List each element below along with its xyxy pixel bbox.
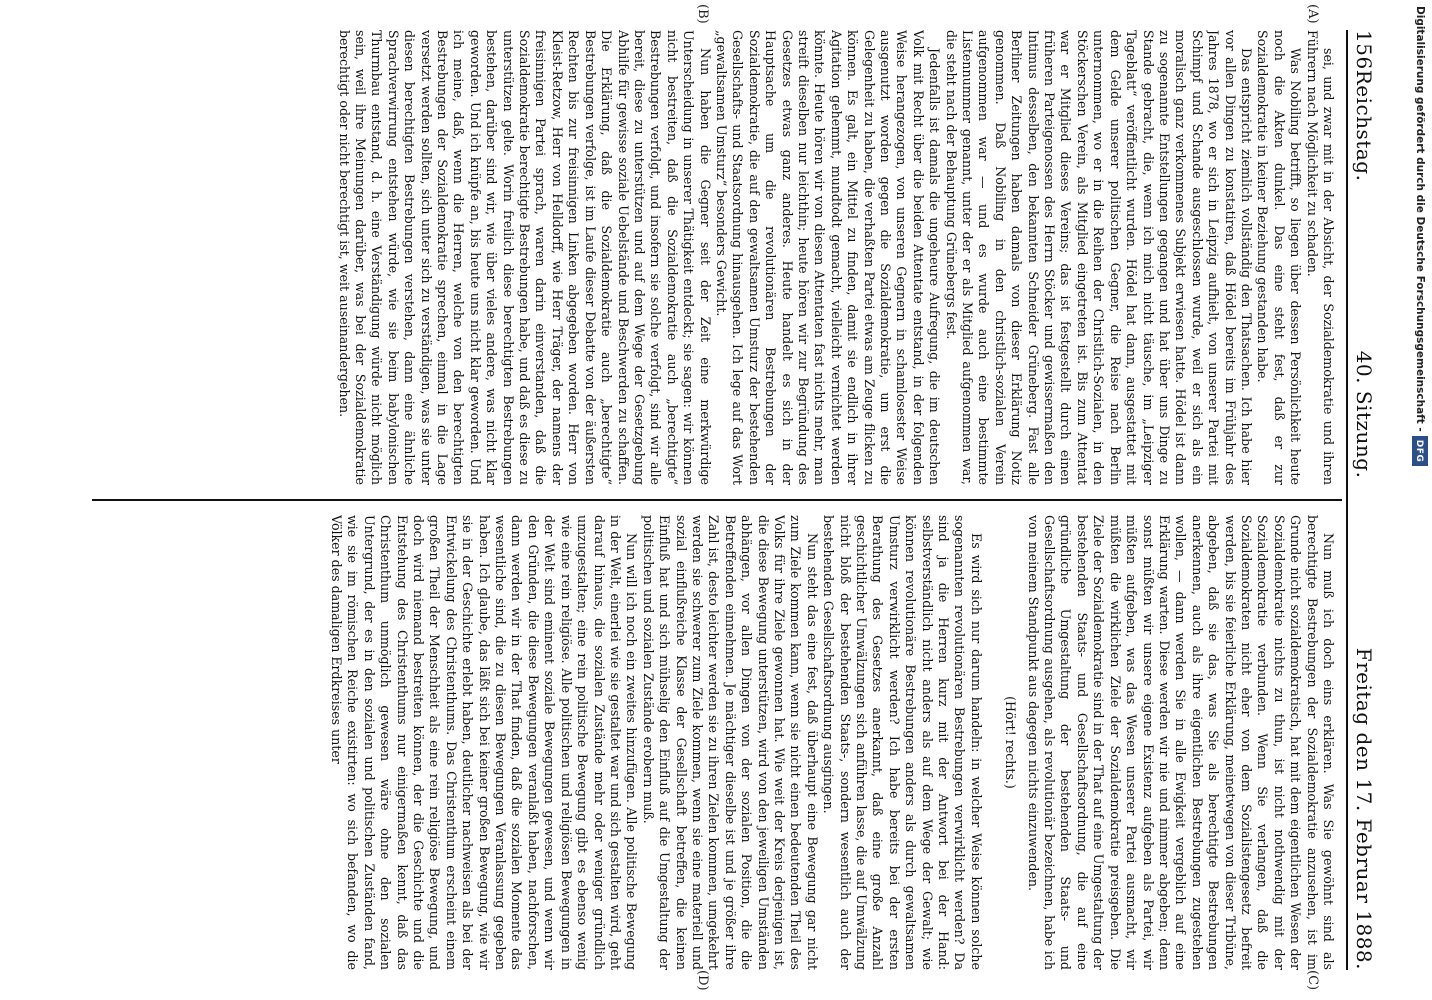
header-center-title: 40. Sitzung. xyxy=(1352,350,1376,479)
left-paragraph-4: Jedenfalls ist damals die ungeheure Aufregung, die im deutschen Volk mit Recht über die beiden Attentate entstand, in der folgenden Weise herangezogen, von unseren Gegnern in schamlosester Weise ausgenutzt worden gegen die Sozialdemokratie, um erst die Gelegenheit zu haben, die verhaßten Partei etwas am Zeuge flicken zu können. Es galt, ein Mittel zu finden, damit sie endlich in ihrer Agitation gehemmt, mundtodt gemacht, vielleicht vernichtet werden könnte. Heute hören wir von diesen Attentaten fast nichts mehr, man streift dieselben nur leichthin; heute hören wir zur Begründung des Gesetzes etwas ganz anderes. Heute handelt es sich in der Hauptsache um die revolutionären Bestrebungen der Sozialdemokratie, die auf den gewaltsamen Umsturz der bestehenden Gesellschafts- und Staatsordnung hinausgehen. Ich lege auf das Wort „gewaltsamen Umsturz“ besonders Gewicht. xyxy=(713,30,943,485)
margin-marker-a: (A) xyxy=(1305,4,1320,24)
left-paragraph-1: sei, und zwar mit in der Absicht, der Sozialdemokratie und ihren Führern nach Möglichkeit zu schaden. xyxy=(1304,30,1336,485)
dfg-logo: DFG xyxy=(1412,436,1428,467)
margin-marker-d: (D) xyxy=(695,970,710,991)
credit-text: Digitalisierung gefördert durch die Deutsche Forschungsgemeinschaft - xyxy=(1414,6,1426,432)
left-paragraph-2: Was Nobiling betrifft, so liegen über dessen Persönlichkeit heute noch die Akten dunkel. Das eine steht fest, daß er zur Sozialdemokratie in keiner Beziehung gestanden habe. xyxy=(1255,30,1304,485)
header-rule xyxy=(1346,30,1348,970)
right-paragraph-4: Nun will ich noch ein zweites hinzufügen. Alle politische Bewegung in der Welt, einerlei wie sie gestaltet war und sich gestalten wird, geht darauf hinaus, die sozialen Zustände mehr oder weniger gründlich umzugestalten; eine rein politische Bewegung gibt es ebenso wenig wie eine rein religiöse. Alle politischen und religiösen Bewegungen in der Welt sind eminent soziale Bewegungen gewesen, und wenn wir den Gründen, die diese Bewegungen veranlaßt haben, nachforschen, dann werden wir in der That finden, daß die sozialen Momente das wesentliche sind, die zu diesen Bewegungen Veranlassung gegeben haben. Ich glaube, das läßt sich bei keiner großen Bewegung, wie wir sie in der Geschichte erlebt haben, deutlicher nachweisen als bei der Entwickelung des Christenthums. Das Christenthum erscheint einem großen Theil der Menschheit als eine rein religiöse Bewegung, und doch wird niemand bestreiten können, der die Geschichte und die Entstehung des Christenthums nur einigermaßen kennt, daß das Christenthum unmöglich gewesen wäre ohne den sozialen Untergrund, der es in den sozialen und politischen Zuständen fand, wie sie im römischen Reiche existirten: wo sich befanden, wo die Völker des damaligen Erdkreises unter xyxy=(329,515,640,970)
page-number: 156 xyxy=(1352,30,1376,70)
header-right-title: Freitag den 17. Februar 1888. xyxy=(1352,647,1376,970)
left-paragraph-5: Nun haben die Gegner seit der Zeit eine merkwürdige Unterscheidung in unserer Thätigkeit entdeckt; sie sagen: wir können nicht bestreiten, daß die Sozialdemokratie auch „berechtigte“ Bestrebungen verfolgt, und insofern sie solche verfolgt, sind wir alle bereit, diese zu unterstützen und auf dem Wege der Gesetzgebung Abhilfe für gewisse soziale Uebelstände und Beschwerden zu schaffen. Die Erklärung, daß die Sozialdemokratie auch „berechtigte“ Bestrebungen verfolge, ist im Laufe dieser Debatte von der äußersten Rechten bis zur freisinnigen Linken abgegeben worden. Herr von Kleist-Retzow, Herr von Helldorff, wie Herr Träger, der namens der freisinnigen Partei sprach, waren darin einverstanden, daß die Sozialdemokratie berechtigte Bestrebungen habe, und daß es diese zu unterstützen gelte. Worin freilich diese berechtigten Bestrebungen bestehen, darüber sind wir, wie über vieles andere, was nicht klar geworden. Und ich knüpfe an, bis heute uns nicht klar geworden. Und ich meine, daß, wenn die Herren, welche von den berechtigten Bestrebungen der Sozialdemokratie sprechen, einmal in die Lage versetzt werden sollten, sich unter sich zu verständigen, was sie unter diesen berechtigten Bestrebungen verstehen, dann eine ähnliche Sprachverwirrung entstehen würde, wie sie beim babylonischen Thurmbau entstand, d. h. eine Verständigung würde nicht möglich sein, weil ihre Meinungen darüber, was bei der Sozialdemokratie berechtigt oder nicht berechtigt ist, weit auseinandergehen. xyxy=(336,30,713,485)
header-left-title: Reichstag. xyxy=(1352,69,1376,182)
digitization-credit xyxy=(1412,6,1428,696)
column-rule xyxy=(92,499,1342,501)
right-column xyxy=(96,515,1336,970)
right-paragraph-2: Es wird sich nur darum handeln: in welcher Weise können solche sogenannten revolutionären Bestrebungen verwirklicht werden? Da sind ja die Herren kurz mit der Antwort bei der Hand: selbstverständlich nicht anders als auf dem Wege der Gewalt; wie können revolutionäre Bestrebungen anders als durch gewaltsamen Umsturz verwirklicht werden? Ich habe bereits bei der ersten Berathung des Gesetzes anerkannt, daß eine große Anzahl geschichtlicher Umwälzungen sich anführen lasse, die auf Umwälzung nicht bloß der bestehenden Staats-, sondern wesentlich auch der bestehenden Gesellschaftsordnung ausgingen. xyxy=(821,515,984,970)
right-paragraph-1: Nun muß ich doch eins erklären. Was Sie gewöhnt sind als berechtigte Bestrebungen der Sozialdemokratie anzusehen, ist im Grunde nicht sozialdemokratisch, hat mit dem eigentlichen Wesen der Sozialdemokratie nichts zu thun, ist nicht nothwendig mit der Sozialdemokratie verbunden. Wenn Sie verlangen, daß die Sozialdemokraten nicht eher von dem Sozialistengesetz befreit werden, bis sie feierliche Erklärung, meinetwegen von dieser Tribüne, abgeben, daß sie das, was Sie als berechtigte Bestrebungen anerkennen, auch als ihre eigentlichen Bestrebungen zugestehen wollen, — dann werden Sie in alle Ewigkeit vergeblich auf eine Erklärung warten. Diese werden wir nie und nimmer abgeben; denn sonst müßten wir unsere eigene Existenz aufgeben als Partei, wir müßten aufgeben, was das Wesen unserer Partei ausmacht, wir müßten die wirklichen Ziele der Sozialdemokratie preisgeben. Die Ziele der Sozialdemokratie sind in der That auf eine Umgestaltung der bestehenden Staats- und Gesellschaftsordnung, die auf eine gründliche Umgestaltung der bestehenden Staats- und Gesellschaftsordnung ausgehen, als revolutionär bezeichnen, habe ich von meinem Standpunkt aus dagegen nichts einzuwenden. xyxy=(1025,515,1336,970)
left-paragraph-3: Das entspricht ziemlich vollständig den Thatsachen. Ich habe hier vor allen Dingen zu konstatiren, daß Hödel bereits im Frühjahr des Jahres 1878, wo er sich in Leipzig aufhielt, von unserer Partei mit Schimpf und Schande ausgeschlossen wurde, weil er sich als ein moralisch ganz verkommenes Subjekt erwiesen hatte. Hödel ist dann zu sogenannte Entstellungen gegangen und hat über uns Dinge zu Stande gebracht, die, wenn ich mich nicht täusche, im „Leipziger Tageblatt“ veröffentlicht wurden. Hödel hat dann, ausgestattet mit dem Gelde unserer politischen Gegner, die Reise nach Berlin unternommen, wo er in die Reihen der Christlich-Sozialen, in den Stöckerschen Verein, als Mitglied eingetreten ist. Bis zum Attentat war er Mitglied dieses Vereins; das ist festgestellt durch einen früheren Parteigenossen des Herrn Stöcker und gewissermaßen den Intimus desselben, den bekannten Schneider Grüneberg. Fast alle Berliner Zeitungen haben damals von dieser Erklärung Notiz genommen. Daß Nobiling in den christlich-sozialen Verein aufgenommen war — und es wurde auch eine bestimmte Listennummer genannt, unter der er als Mitglied aufgenommen war, die steht nach der Behauptung Grünebergs fest. xyxy=(943,30,1254,485)
right-paragraph-3: Nun steht das eine fest, daß überhaupt eine Bewegung gar nicht zum Ziele kommen kann, wenn sie nicht einen bedeutenden Theil des Volks für ihre Ziele gewonnen hat. Wie weit der Kreis derjenigen ist, die diese Bewegung unterstützen, wird von den jeweiligen Umständen abhängen, vor allen Dingen von der sozialen Position, die die Betreffenden einnehmen. Je mächtiger dieselbe ist und je größer ihre Zahl ist, desto leichter werden sie zu ihren Zielen kommen, umgekehrt werden sie schwerer zum Ziele kommen, wenn sie eine materiell und sozial einflußreiche Klasse der Gesellschaft betreffen, die keinen Einfluß hat und sich mühselig den Einfluß auf die Umgestaltung der politischen und sozialen Zustände erobern muß. xyxy=(640,515,820,970)
interjection: (Hört! rechts.) xyxy=(1003,696,1019,789)
margin-marker-b: (B) xyxy=(695,4,710,24)
left-column xyxy=(96,30,1336,485)
page-header xyxy=(1352,30,1386,970)
margin-marker-c: (C) xyxy=(1305,970,1320,991)
